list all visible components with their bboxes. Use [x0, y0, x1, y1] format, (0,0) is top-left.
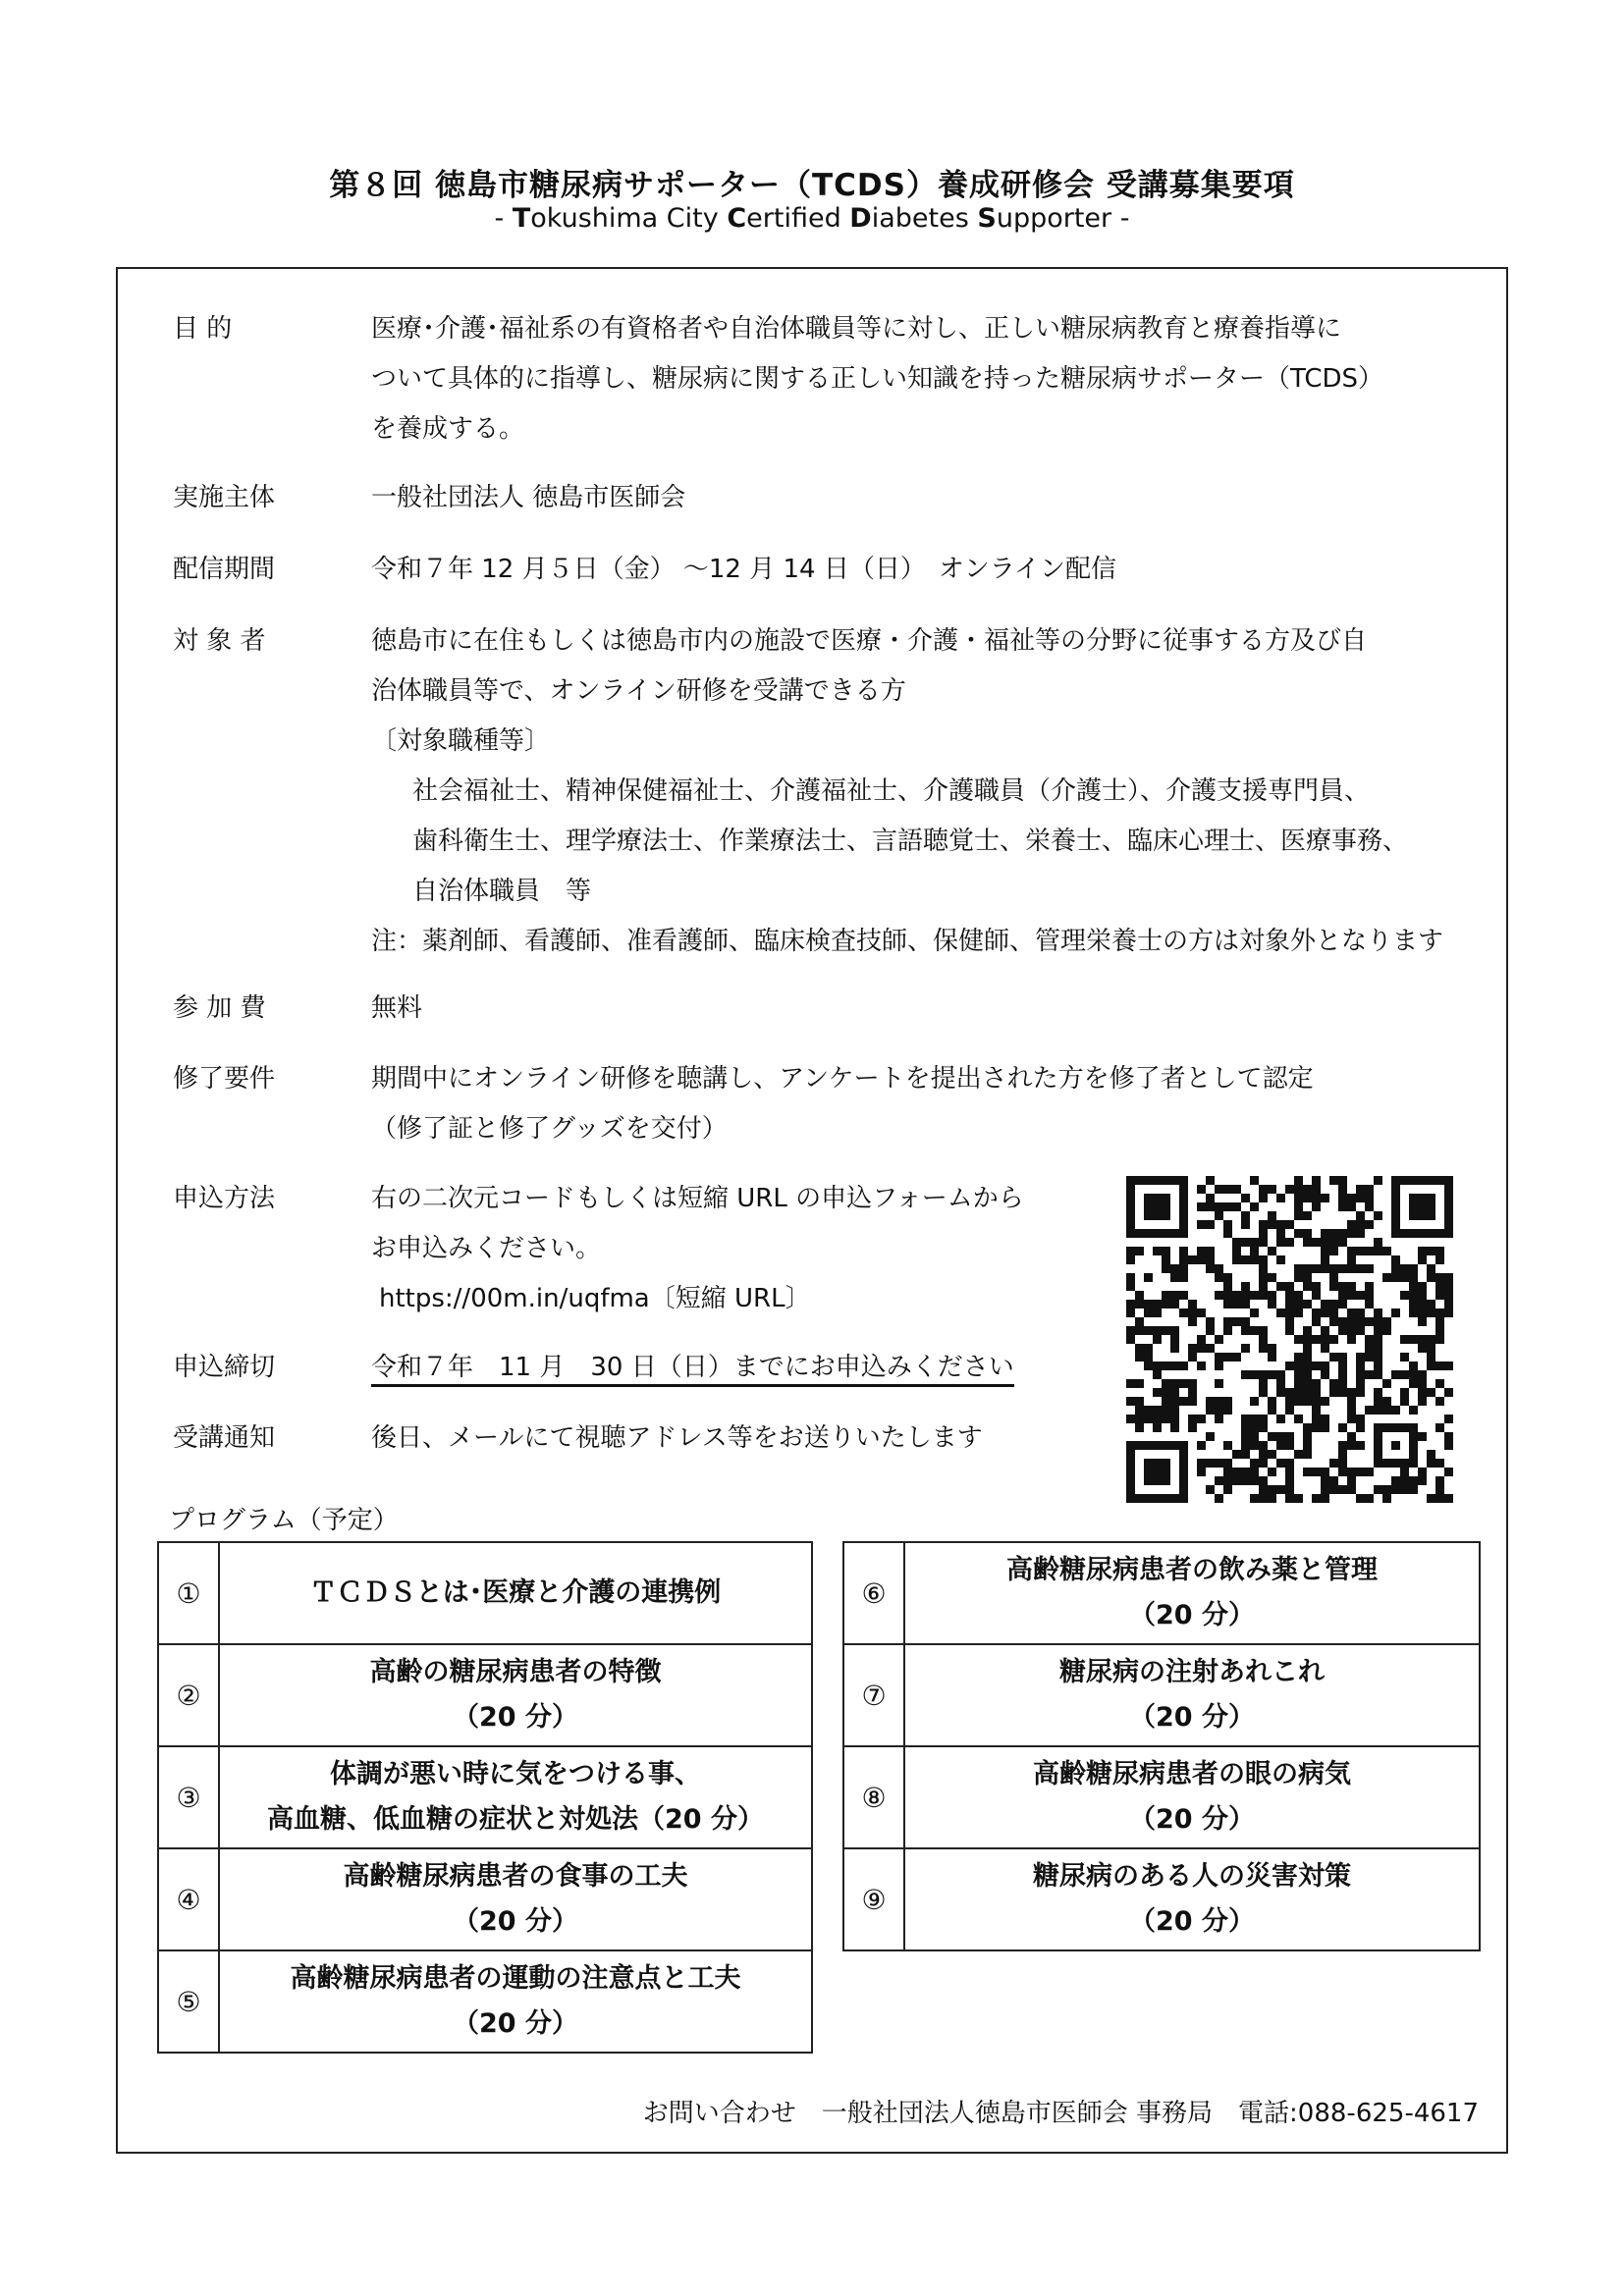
- subtitle-part: iabetes: [871, 203, 978, 234]
- program-line: （20 分）: [453, 1702, 578, 1733]
- table-row: [843, 1746, 1480, 1848]
- label-organizer: 実施主体: [173, 483, 276, 512]
- program-title: [904, 1542, 1480, 1644]
- target-note: 注：薬剤師、看護師、准看護師、臨床検査技師、保健師、管理栄養士の方は対象外となります: [371, 927, 1444, 956]
- completion-line: 期間中にオンライン研修を聴講し、アンケートを提出された方を修了者として認定: [371, 1064, 1314, 1094]
- label-fee: 参 加 費: [173, 993, 266, 1023]
- value-period: 令和７年 12 月５日（金） ～12 月 14 日（日） オンライン配信: [371, 555, 1117, 584]
- apply-url[interactable]: https://00m.in/uqfma〔短縮 URL〕: [379, 1284, 811, 1313]
- program-line: 体調が悪い時に気をつける事、: [330, 1759, 701, 1789]
- jobs-line: 歯科衛生士、理学療法士、作業療法士、言語聴覚士、栄養士、臨床心理士、医療事務、: [412, 827, 1409, 856]
- program-number: ②: [158, 1644, 219, 1746]
- value-organizer: 一般社団法人 徳島市医師会: [371, 483, 686, 512]
- value-completion: [371, 1054, 1624, 1154]
- program-line: （20 分）: [453, 2008, 578, 2039]
- program-table-right: [842, 1541, 1481, 1951]
- purpose-line: を養成する。: [371, 414, 525, 444]
- subtitle-dash-open: -: [494, 203, 513, 234]
- subtitle-part: upporter: [996, 203, 1112, 234]
- program-table-left: [157, 1541, 813, 2054]
- program-line: （20 分）: [1129, 1804, 1255, 1835]
- contact-info: お問い合わせ 一般社団法人徳島市医師会 事務局 電話:088-625-4617: [642, 2099, 1479, 2128]
- table-row: [158, 1746, 812, 1848]
- label-period: 配信期間: [173, 555, 276, 584]
- program-title: [219, 1542, 812, 1644]
- program-number: ⑨: [843, 1848, 904, 1950]
- apply-line: お申込みください。: [371, 1234, 602, 1263]
- table-row: [158, 1542, 812, 1644]
- program-number: ⑦: [843, 1644, 904, 1746]
- program-title: [219, 1746, 812, 1848]
- completion-line: （修了証と修了グッズを交付）: [371, 1114, 728, 1144]
- jobs-line: 社会福祉士、精神保健福祉士、介護福祉士、介護職員（介護士）、介護支援専門員、: [412, 776, 1371, 806]
- value-target: [371, 616, 1624, 967]
- label-purpose: 目 的: [173, 314, 233, 344]
- table-row: [158, 1644, 812, 1746]
- table-row: [843, 1644, 1480, 1746]
- program-heading: プログラム（予定）: [169, 1506, 399, 1535]
- program-title: [219, 1644, 812, 1746]
- program-number: ⑥: [843, 1542, 904, 1644]
- program-line: （20 分）: [453, 1906, 578, 1937]
- subtitle-cap: T: [512, 203, 531, 234]
- table-row: [158, 1950, 812, 2053]
- table-row: [843, 1848, 1480, 1950]
- document-title: 第８回 徳島市糖尿病サポーター（TCDS）養成研修会 受講募集要項: [329, 168, 1295, 203]
- program-title: [219, 1950, 812, 2053]
- label-completion: 修了要件: [173, 1064, 276, 1094]
- value-fee: 無料: [371, 993, 423, 1023]
- deadline-text: 令和７年 11 月 30 日（日）までにお申込みください: [371, 1353, 1014, 1387]
- program-line: 高齢の糖尿病患者の特徴: [369, 1657, 662, 1687]
- target-line: 治体職員等で、オンライン研修を受講できる方: [371, 676, 906, 706]
- program-line: 高血糖、低血糖の症状と対処法（20 分）: [267, 1804, 764, 1835]
- jobs-line: 自治体職員 等: [412, 877, 592, 906]
- table-row: [843, 1542, 1480, 1644]
- program-title: [904, 1746, 1480, 1848]
- program-line: 高齢糖尿病患者の眼の病気: [1033, 1759, 1351, 1789]
- target-line: 徳島市に在住もしくは徳島市内の施設で医療・介護・福祉等の分野に従事する方及び自: [371, 626, 1368, 656]
- program-line: 糖尿病の注射あれこれ: [1059, 1657, 1325, 1687]
- program-number: ⑤: [158, 1950, 219, 2053]
- program-line: 高齢糖尿病患者の飲み薬と管理: [1006, 1555, 1378, 1585]
- program-title: [904, 1644, 1480, 1746]
- label-target: 対 象 者: [173, 626, 266, 656]
- subtitle-dash-close: -: [1111, 203, 1130, 234]
- program-line: （20 分）: [1129, 1600, 1255, 1630]
- program-title: [904, 1848, 1480, 1950]
- program-number: ③: [158, 1746, 219, 1848]
- program-number: ④: [158, 1848, 219, 1950]
- program-title: [219, 1848, 812, 1950]
- purpose-line: 医療･介護･福祉系の有資格者や自治体職員等に対し、正しい糖尿病教育と療養指導に: [371, 314, 1342, 344]
- purpose-line: ついて具体的に指導し、糖尿病に関する正しい知識を持った糖尿病サポーター（TCDS）: [371, 364, 1384, 394]
- document-subtitle: [0, 203, 1624, 234]
- program-line: （20 分）: [1129, 1702, 1255, 1733]
- value-purpose: [371, 304, 1624, 454]
- table-row: [158, 1848, 812, 1950]
- subtitle-cap: D: [849, 203, 872, 234]
- subtitle-cap: C: [727, 203, 747, 234]
- apply-line: 右の二次元コードもしくは短縮 URL の申込フォームから: [371, 1184, 1024, 1213]
- program-line: ＴＣＤＳとは･医療と介護の連携例: [309, 1577, 722, 1608]
- label-apply: 申込方法: [173, 1184, 276, 1213]
- subtitle-part: ertified: [746, 203, 850, 234]
- subtitle-part: okushima City: [530, 203, 728, 234]
- value-notice: 後日、メールにて視聴アドレス等をお送りいたします: [371, 1423, 983, 1453]
- program-number: ⑧: [843, 1746, 904, 1848]
- jobs-heading: 〔対象職種等〕: [371, 726, 551, 756]
- label-notice: 受講通知: [173, 1423, 276, 1453]
- program-line: 糖尿病のある人の災害対策: [1033, 1861, 1351, 1892]
- program-number: ①: [158, 1542, 219, 1644]
- qr-code-icon[interactable]: [1126, 1176, 1453, 1503]
- program-line: 高齢糖尿病患者の運動の注意点と工夫: [290, 1963, 741, 1994]
- label-deadline: 申込締切: [173, 1353, 276, 1382]
- program-line: （20 分）: [1129, 1906, 1255, 1937]
- subtitle-cap: S: [977, 203, 997, 234]
- program-line: 高齢糖尿病患者の食事の工夫: [343, 1861, 688, 1892]
